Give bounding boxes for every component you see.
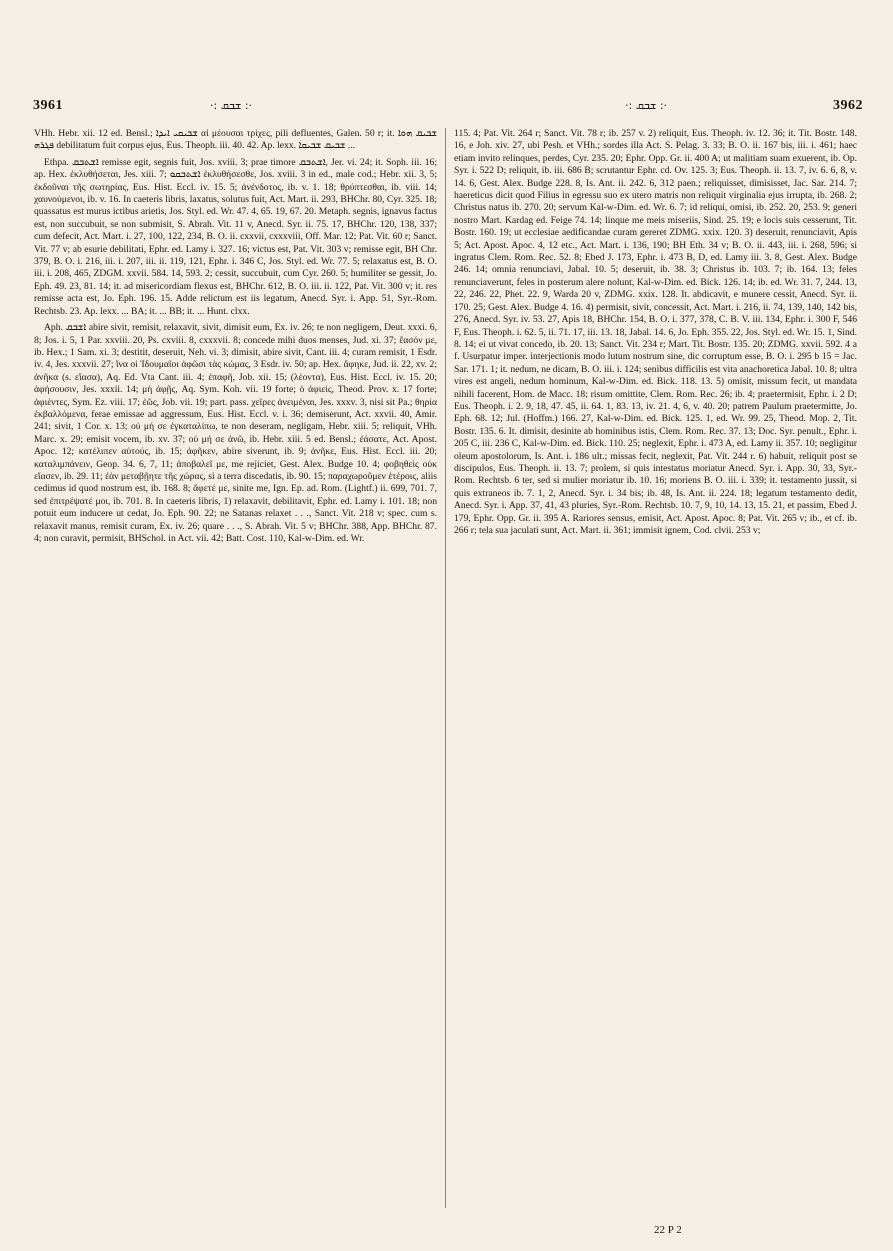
left-page-number: 3961 <box>33 98 63 113</box>
signature-mark: 22 P 2 <box>654 1224 682 1236</box>
right-column <box>454 128 857 541</box>
right-running-head: ·: ܫܒܩ :· <box>625 99 668 112</box>
entry-paragraph: VHh. Hebr. xii. 12 ed. Bensl.; ܫܒܝܩܝ ܐܝܕܐ αἱ μέουσαι τρίχες, pili defluentes, Galen. 50 r; it. ܫܒܝܩ ܗܘܐ ܦܓܪܗ debilitatum fuit corpus ejus, Eus. Theoph. iii. 40. 42. Ap. lexx. ܫܒܝܩ ܫܒܝܩܐ ... <box>34 128 438 152</box>
entry-paragraph: Ethpa. ܐܫܬܒܩ remisse egit, segnis fuit, Jos. xviii. 3; prae timore ܐܫܬܒܩ, Jer. vi. 24; it. Soph. iii. 16; ap. Hex. ἐκλυθήσεται, Jes. xiii. 7; ܐܫܬܒܩܘ ἐκλυθήσεσθε, Jos. xviii. 3 in ed., male cod.; Hebr. xii. 3, 5; ἐκδοῦναι τῆς σωτηρίας, Eus. Hist. Eccl. iv. 15. 5; ἀνένδοτος, ib. v. 1. 18; θρύπτεσθαι, ib. viii. 14; χαυνούμενοι, ib. v. 16. In caeteris libris, laxatus, solutus fuit, Act. Mart. ii. 293, BHChr. 80, Cyr. 325. 18; quassatus est murus ictibus arietis, Jos. Styl. ed. Wr. 47. 4, 65. 19, 67. 20. Metaph. segnis, ignavus factus est, non succubuit, se non submisit, S. Abrah. Vit. 11 v, Anecd. Syr. ii. 75. 17, BHChr. 120, 138, 337; cum defecit, Act. Mart. i. 27, 100, 122, 234, B. O. ii. cxxvii, cxxxviii, Off. Mar. 12; Pat. Vit. 60 r; Sanct. Vit. 77 v; ab esurie debilitati, Ephr. ed. Lamy i. 327. 16; victus est, Pat. Vit. 303 v; remisse egit, BH Chr. 379, B. O. i. 216, iii. i. 207, iii. ii. 119, 121, Ephr. i. 346 C, Jos. Styl. ed. Wr. 77. 5; relaxatus est, B. O. iii. i. 208, 465, ZDGM. xxvii. 584. 14, 593. 2; cessit, succubuit, cum Cyr. 260. 5; humiliter se gessit, Jo. Eph. 49. 23, 81. 14; it. ad misericordiam flexus est, BHChr. 612, B. O. iii. ii. 122, Pat. Vit. 300 v; it. res remisse acta est, Jo. Eph. 196. 15. Adde relictum est iis legatum, Anecd. Syr. i. App. 51, Syr.-Rom. Rechtsb. 23. Ap. lexx. ... BA; it. ... BB; it. ... Hunt. clxx. <box>34 156 437 317</box>
left-running-head: ·: ܫܒܩ :· <box>210 99 253 112</box>
left-column <box>34 128 437 549</box>
right-page-number: 3962 <box>833 98 863 113</box>
entry-paragraph: Aph. ܐܫܒܩ abire sivit, remisit, relaxavit, sivit, dimisit eum, Ex. iv. 26; te non negligem, Deut. xxxi. 6, 8; Jos. i. 5, 1 Par. xxviii. 20, Ps. cxviii. 8, cxxxvii. 8; concede mihi duos menses, Jud. xi. 37; ἔασόν με, ib. Hex.; 1 Sam. xi. 3; destitit, deseruit, Neh. vi. 3; dimisit, abire sivit, Cant. iii. 4; curam remisit, 1 Esdr. iv. 4, Jes. xxxvii. 27; ἵνα οἱ Ἰδουμαῖοι ἀφῶσι τὰς κώμας, 3 Esdr. iv. 50; ap. Hex. ἄφηκε, Jud. ii. 22, xv. 2; ἀνῆκα (s. εἴασα), Aq. Ed. Vta Cant. iii. 4; ἐπαφῆ, Job. xii. 15; (λέοντα), Eus. Hist. Eccl. iv. 15. 20; ἀφήσουσιν, Jes. xxxii. 14; μὴ ἀφῇς, Aq. Sym. Koh. vii. 19 forte; ὁ ἀφιείς, Theod. Prov. x. 17 forte; ἀφιέντες, Sym. Ez. viii. 17; ἐῶς, Job. vii. 19; part. pass. χεῖρες ἀνειμέναι, Jes. xxxv. 3, nisi sit Pa.; θηρία ἐκβαλλόμενα, ferae emissae ad aggressum, Eus. Hist. Eccl. v. i. 36; demiserunt, Act. xxvii. 40, Amir. 241; sivit, 1 Cor. x. 13; οὐ μή σε ἐγκαταλίπω, te non deseram, negligam, Hebr. xiii. 5; reliquit, VHh. Marc. x. 29; emisit vocem, ib. xv. 37; οὐ μή σε ἀνῶ, ib. Hebr. xiii. 5 ed. Bensl.; ἐάσατε, Act. Apost. Apoc. 12; κατέλιπεν αὐτούς, ib. 15; ἀφῆκεν, abire siverunt, ib. 9; ἀνῆκε, Eus. Hist. Eccl. iii. 20; καταλιμπάνειν, Geop. 34. 6, 7, 11; ἀποβαλεῖ με, me rejiciet, Gest. Alex. Budge 10. 4; φοβηθεὶς οὐκ εἴασεν, ib. 29. 11; ἐὰν μεταβῇητε τῆς χώρας, si a terra discedatis, ib. 90. 15; παραχωροῦμεν ἑτέροις, aliis cedimus id quod nostrum est, ib. 168. 8; ἄφετέ με, sinite me, Ign. Ep. ad. Rom. (Lightf.) ii. 699, 701. 7, sed ἐπιτρέψατέ μοι, ib. 701. 8. In caeteris libris, 1) relaxavit, debilitavit, Ephr. ed. Lamy i. 101. 18; non potuit eum inducere ut cedat, Jo. Eph. 90. 22; ne Satanas relaxet . . ., Sanct. Vit. 218 v; spec. cum s. relaxavit manus, remisit curam, Ex. iv. 26; quare . . ., S. Abrah. Vit. 5 v; BHChr. 388, App. BHChr. 87. 4; non curavit, permisit, BHSchol. in Act. vii. 42; Batt. Cost. 110, Kal-w-Dim. ed. Wr. <box>34 322 437 544</box>
column-divider <box>445 128 446 1208</box>
entry-paragraph: 115. 4; Pat. Vit. 264 r; Sanct. Vit. 78 r; ib. 257 v. 2) reliquit, Eus. Theoph. iv. 12. 36; it. Tit. Bostr. 148. 16, e Joh. xiv. 27, ubi Pesh. et VHh.; sordes illa Act. S. Pelag. 3. 33; B. O. ii. 167 bis, iii. i. 461; haec etiam invito relinques, perdes, Cyr. 235. 20; Ephr. Opp. Gr. ii. 400 A; ut malitiam suam exuerent, ib. Op. Syr. i. 522 D; reliquit, ib. iii. 686 B; scrutantur Ephr. cd. Ov. 125. 3; Eus. Theoph. ii. 13. 7, iv. 6. 6, 8, v. 14. 6, Gest. Alex. Budge 228. 8, Is. Ant. ii. 242. 6, 312 paen.; reliquisset, dimisisset, Jac. Sar. 214. 7; haereticus dicit quod Filius in egressu suo ex utero matris non reliquit virginalia ejus irrupta, ib. 268. 2; Christus natus ib. 270. 20; servum Kal-w-Dim. ed. Wr. 6. 7; id reliqui, omisi, ib. 252. 20, 253. 9; generi nostro Mart. Kardag ed. Feige 74. 14; linque me meis miseriis, Sind. 25. 19; e locis suis cesserunt, Tit. Bostr. 160. 19; ut ecclesiae aedificandae curam gereret ZDMG. xxix. 120. 3) deseruit, renunciavit, Apis 5; Act. Apost. Apoc. 4, 12 etc., Act. Mart. i. 136, 190; BH Eth. 34 v; B. O. ii. 443, iii. i. 268, 596; si ingratus Clem. Rom. Rec. 52. 8; Ebed J. 173, Ephr. i. 473 B, D, ed. Lamy iii. 3. 8, Gest. Alex. Budge 246. 14; omnia renunciavi, Jabal. 10. 5; deseruit, ib. 38. 3; Christus ib. 103. 7; ib. 164. 13; feles renunciaverunt, feles in posterum alere nolunt, Kal-w-Dim. ed. Bick. 126. 14; ib. ed. Wr. 31. 7, 244. 13, 22, 246. 22, Phet. 22. 9, Warda 20 v, ZDMG. xxix. 128. It. abdicavit, e munere cessit, Anecd. Syr. ii. 170. 25; Gest. Alex. Budge 4. 16. 4) permisit, sivit, concessit, Act. Mart. i. 216, ii. 74, 139, 140, 142 bis, 276, Anecd. Syr. iv. 53. 27, Apis 18, BHChr. 154, B. O. i. 377, 378, C. B. V. iii. 134, Ephr. i. 300 F, 546 F, Eus. Theoph. i. 62. 5, ii. 71. 17, iii. 13. 18, Jabal. 14. 6, Jo. Eph. 355. 22, Jos. Styl. ed. Wr. 15. 1, Sind. 8. 14; ei ut vivat concedo, ib. 20. 13; Sanct. Vit. 234 r; Mart. Tit. Bostr. 135. 20; ZDMG. xxvii. 592. 4 a f. Usurpatur imper. interjectionis modo lutum nostrum sine, dic corruptum esse, B. O. i. 295 b 15 = Jac. Sar. 171. 1; it. nedum, ne dicam, B. O. iii. i. 124; senibus difficilis est vita anachoretica Jabal. 10. 8; ultra vires est angeli, nedum hominum, Kal-w-Dim. ed. Bick. 118. 13. 5) omisit, missum fecit, ut mandata nihili facerent, Hom. de Macc. 18; risum omittite, Clem. Rom. Rec. 26; ib. 4; praetermisit, Ephr. i. 2 D; Eus. Theoph. i. 2. 9, 18, 47. 45, ii. 64. 1, 83. 13, iv. 21. 4, 6, v. 40. 20; patrem Paulum praetermitte, Jo. Eph. 68. 12; Jul. (Hoffm.) 166. 27, Kal-w-Dim. ed. Bick. 125. 1, ed. Wr. 99. 25, Theod. Mop. 2, Tit. Bostr. 135. 6. It. dimisit, desinite ab hominibus istis, Clem. Rom. Rec. 37. 13; Doc. Syr. penult., Ephr. i. 205 C, iii. 236 C, Kal-w-Dim. ed. Bick. 110. 25; neglexit, Ephr. i. 473 A, ed. Lamy ii. 357. 10; negligitur oleum apostolorum, Is. Ant. i. 186 ult.; missas fecit, neglexit, Pat. Vit. 244 r. 6) habuit, reliquit post se discipulos, Eus. Theoph. ii. 13. 7; prolem, si quis intestatus moriatur Anecd. Syr. i. App. 30, 33, Syr.-Rom. Rechtsb. 6 ter, sed si mulier moriatur ib. 10. 16; moriens B. O. iii. i. 339; it. testamento jussit, si quis extraneos ib. 7. 1, 2, Anecd. Syr. i. 34 bis; ib. 48, Is. Ant. ii. 224. 18; legatum testamento dedit, Anecd. Syr. i. App. 37, 41, 43 pluries, Syr.-Rom. Rechtsb. 10. 7, 9, 10, 14. 13, 15. 21, et passim, Ebed J. 179, Ephr. Opp. Gr. ii. 395 A. Rariores sensus, emisit, Act. Apost. Apoc. 8; Pat. Vit. 265 v; ib., et cf. ib. 266 r; tela sua jaculati sunt, Act. Mart. ii. 361; immisit ignem, Cod. clvii. 253 v; <box>454 128 857 536</box>
